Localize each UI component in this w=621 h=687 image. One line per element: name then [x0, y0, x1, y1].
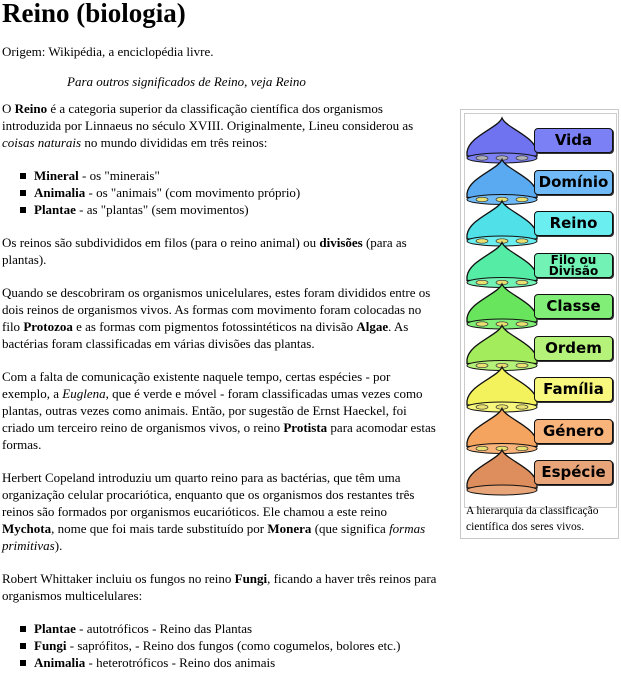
text: Os reinos são subdivididos em filos (para o reino animal) ou [2, 235, 320, 250]
kingdom-name: Plantae [34, 621, 76, 636]
rank-label: Género [534, 419, 613, 444]
kingdom-desc: - os "animais" (com movimento próprio) [85, 185, 301, 200]
list-item [34, 184, 440, 201]
rank-bell-shape [467, 326, 537, 371]
text: , ficando a haver três reinos para organismos multicelulares: [2, 571, 437, 603]
figure-caption: A hierarquia da classificação científica dos seres vivos. [466, 505, 599, 533]
text: no mundo divididas em três reinos: [81, 135, 268, 150]
text: , nome que foi mais tarde substituído por [51, 521, 268, 536]
rank-label: Família [534, 377, 613, 402]
text: , que é verde e móvel - foram classificadas umas vezes como plantas, outras vezes como animais. Então, por sugestão de Ernst Haeckel, foi criado um terceiro reino de organismos vivos, o reino [2, 386, 423, 435]
kingdom-desc: - autotróficos - Reino das Plantas [75, 621, 253, 636]
paragraph-protista [2, 368, 440, 453]
bold-term: divisões [319, 235, 363, 250]
rank-label: Reino [534, 211, 613, 236]
linnaeus-kingdom-list [2, 167, 440, 218]
text: (para as plantas). [2, 235, 407, 267]
rank-label: Vida [534, 128, 613, 153]
rank-label-line: Divisão [548, 263, 599, 278]
rank-label: Ordem [534, 336, 613, 361]
kingdom-name: Animalia [34, 655, 86, 670]
intro-paragraph [2, 100, 440, 151]
text: ). [54, 538, 63, 553]
rank-label-line: Filo ou [550, 252, 597, 267]
text: O [2, 101, 15, 116]
list-item [34, 201, 440, 218]
rank-label: Domínio [534, 170, 613, 195]
paragraph-unicellular [2, 284, 440, 352]
kingdom-name: Fungi [34, 638, 67, 653]
article-body [2, 100, 440, 687]
kingdom-desc: - as "plantas" (sem movimentos) [75, 202, 249, 217]
list-item [34, 167, 440, 184]
paragraph-monera [2, 469, 440, 554]
taxonomy-figure [460, 109, 619, 539]
text: é a categoria superior da classificação científica dos organismos introduzida por Linnaeus no século XVIII. Originalmente, Lineu considerou as [2, 101, 414, 133]
rank-label: Classe [534, 294, 613, 319]
paragraph-subdivisions [2, 234, 440, 268]
rank-bell-shape [467, 367, 537, 412]
rank-label [534, 253, 613, 278]
bold-term: Fungi [234, 571, 268, 586]
text: e as formas com pigmentos fotossintéticos na divisão [72, 319, 357, 334]
rank-bell-shape [467, 201, 537, 246]
text: Herbert Copeland introduziu um quarto reino para as bactérias, que têm uma organização celular procariótica, enquanto que os organismos dos restantes três reinos são formados por organismos eucarióticos. Ele chamou a este reino [2, 470, 415, 519]
kingdom-desc: - saprófitos, - Reino dos fungos (como cogumelos, bolores etc.) [66, 638, 401, 653]
bold-term: Protozoa [23, 319, 73, 334]
rank-bell-shape [467, 284, 537, 329]
taxonomy-hierarchy-image[interactable] [464, 113, 617, 508]
text: Robert Whittaker incluiu os fungos no reino [2, 571, 235, 586]
rank-bell-shape [467, 243, 537, 288]
list-item [34, 654, 440, 671]
kingdom-desc: - heterotróficos - Reino dos animais [85, 655, 276, 670]
kingdom-name: Plantae [34, 202, 76, 217]
text: para acomodar estas formas. [2, 420, 436, 452]
bold-term: Mychota [2, 521, 52, 536]
list-item [34, 637, 440, 654]
bold-term: Protista [283, 420, 328, 435]
rank-bell-shape [467, 450, 537, 495]
text: Quando se descobriram os organismos unicelulares, estes foram divididos entre os dois reinos de organismos vivos. As formas com movimento foram colocadas no filo [2, 285, 431, 334]
italic-term: Euglena [62, 386, 106, 401]
bold-term: Monera [267, 521, 312, 536]
kingdom-desc: - os "minerais" [78, 168, 160, 183]
paragraph-fungi [2, 570, 440, 604]
page-title: Reino (biologia) [2, 0, 186, 28]
italic-term: formas primitivas [2, 521, 426, 553]
kingdom-name: Mineral [34, 168, 79, 183]
origin-note: Origem: Wikipédia, a enciclopédia livre. [2, 44, 214, 59]
text: Com a falta de comunicação existente naquele tempo, certas espécies - por exemplo, a [2, 369, 391, 401]
italic-term: coisas naturais [2, 135, 82, 150]
rank-label: Espécie [534, 460, 613, 485]
whittaker-kingdom-list [2, 620, 440, 671]
list-item [34, 620, 440, 637]
rank-bell-shape [467, 409, 537, 454]
text: . As bactérias foram classificadas em várias divisões das plantas. [2, 319, 409, 351]
disambiguation-link[interactable]: Para outros significados de Reino, veja Reino [67, 74, 306, 89]
rank-bell-shape [467, 160, 537, 205]
kingdom-name: Animalia [34, 185, 86, 200]
bold-term: Reino [14, 101, 48, 116]
bold-term: Algae [356, 319, 389, 334]
rank-bell-shape [467, 118, 537, 163]
text: (que significa [311, 521, 390, 536]
